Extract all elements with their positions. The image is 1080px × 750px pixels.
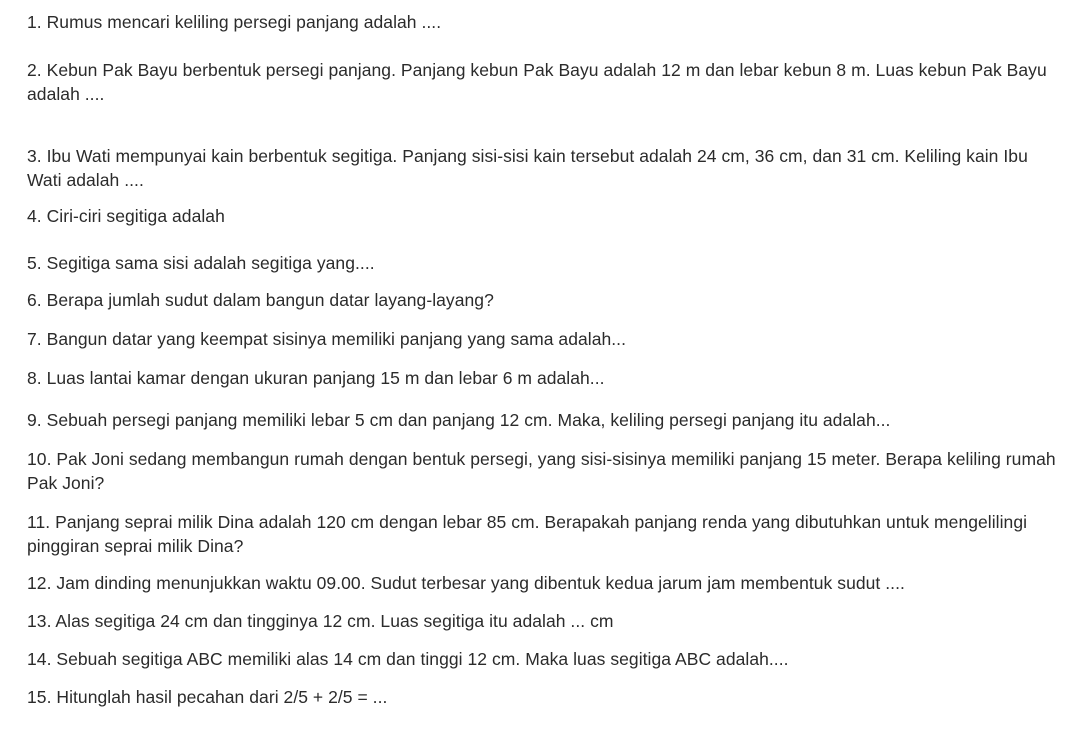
question-15: 15. Hitunglah hasil pecahan dari 2/5 + 2/5 = ...	[27, 687, 388, 707]
question-7: 7. Bangun datar yang keempat sisinya memiliki panjang yang sama adalah...	[27, 329, 626, 349]
question-6: 6. Berapa jumlah sudut dalam bangun datar layang-layang?	[27, 290, 494, 310]
question-11: 11. Panjang seprai milik Dina adalah 120 cm dengan lebar 85 cm. Berapakah panjang renda yang dibutuhkan untuk mengelilingi pinggiran seprai milik Dina?	[27, 512, 1028, 556]
question-8: 8. Luas lantai kamar dengan ukuran panjang 15 m dan lebar 6 m adalah...	[27, 368, 605, 388]
question-9: 9. Sebuah persegi panjang memiliki lebar 5 cm dan panjang 12 cm. Maka, keliling persegi panjang itu adalah...	[27, 410, 891, 430]
question-5: 5. Segitiga sama sisi adalah segitiga yang....	[27, 253, 375, 273]
question-14: 14. Sebuah segitiga ABC memiliki alas 14 cm dan tinggi 12 cm. Maka luas segitiga ABC adalah....	[27, 649, 789, 669]
question-2: 2. Kebun Pak Bayu berbentuk persegi panjang. Panjang kebun Pak Bayu adalah 12 m dan lebar kebun 8 m. Luas kebun Pak Bayu adalah ....	[27, 60, 1047, 104]
question-12: 12. Jam dinding menunjukkan waktu 09.00. Sudut terbesar yang dibentuk kedua jarum jam membentuk sudut ....	[27, 573, 905, 593]
question-3: 3. Ibu Wati mempunyai kain berbentuk segitiga. Panjang sisi-sisi kain tersebut adalah 24 cm, 36 cm, dan 31 cm. Keliling kain Ibu Wati adalah ....	[27, 146, 1028, 190]
question-10: 10. Pak Joni sedang membangun rumah dengan bentuk persegi, yang sisi-sisinya memiliki panjang 15 meter. Berapa keliling rumah Pak Joni?	[27, 449, 1056, 493]
question-4: 4. Ciri-ciri segitiga adalah	[27, 206, 225, 226]
question-1: 1. Rumus mencari keliling persegi panjang adalah ....	[27, 12, 442, 32]
question-13: 13. Alas segitiga 24 cm dan tingginya 12 cm. Luas segitiga itu adalah ... cm	[27, 611, 614, 631]
